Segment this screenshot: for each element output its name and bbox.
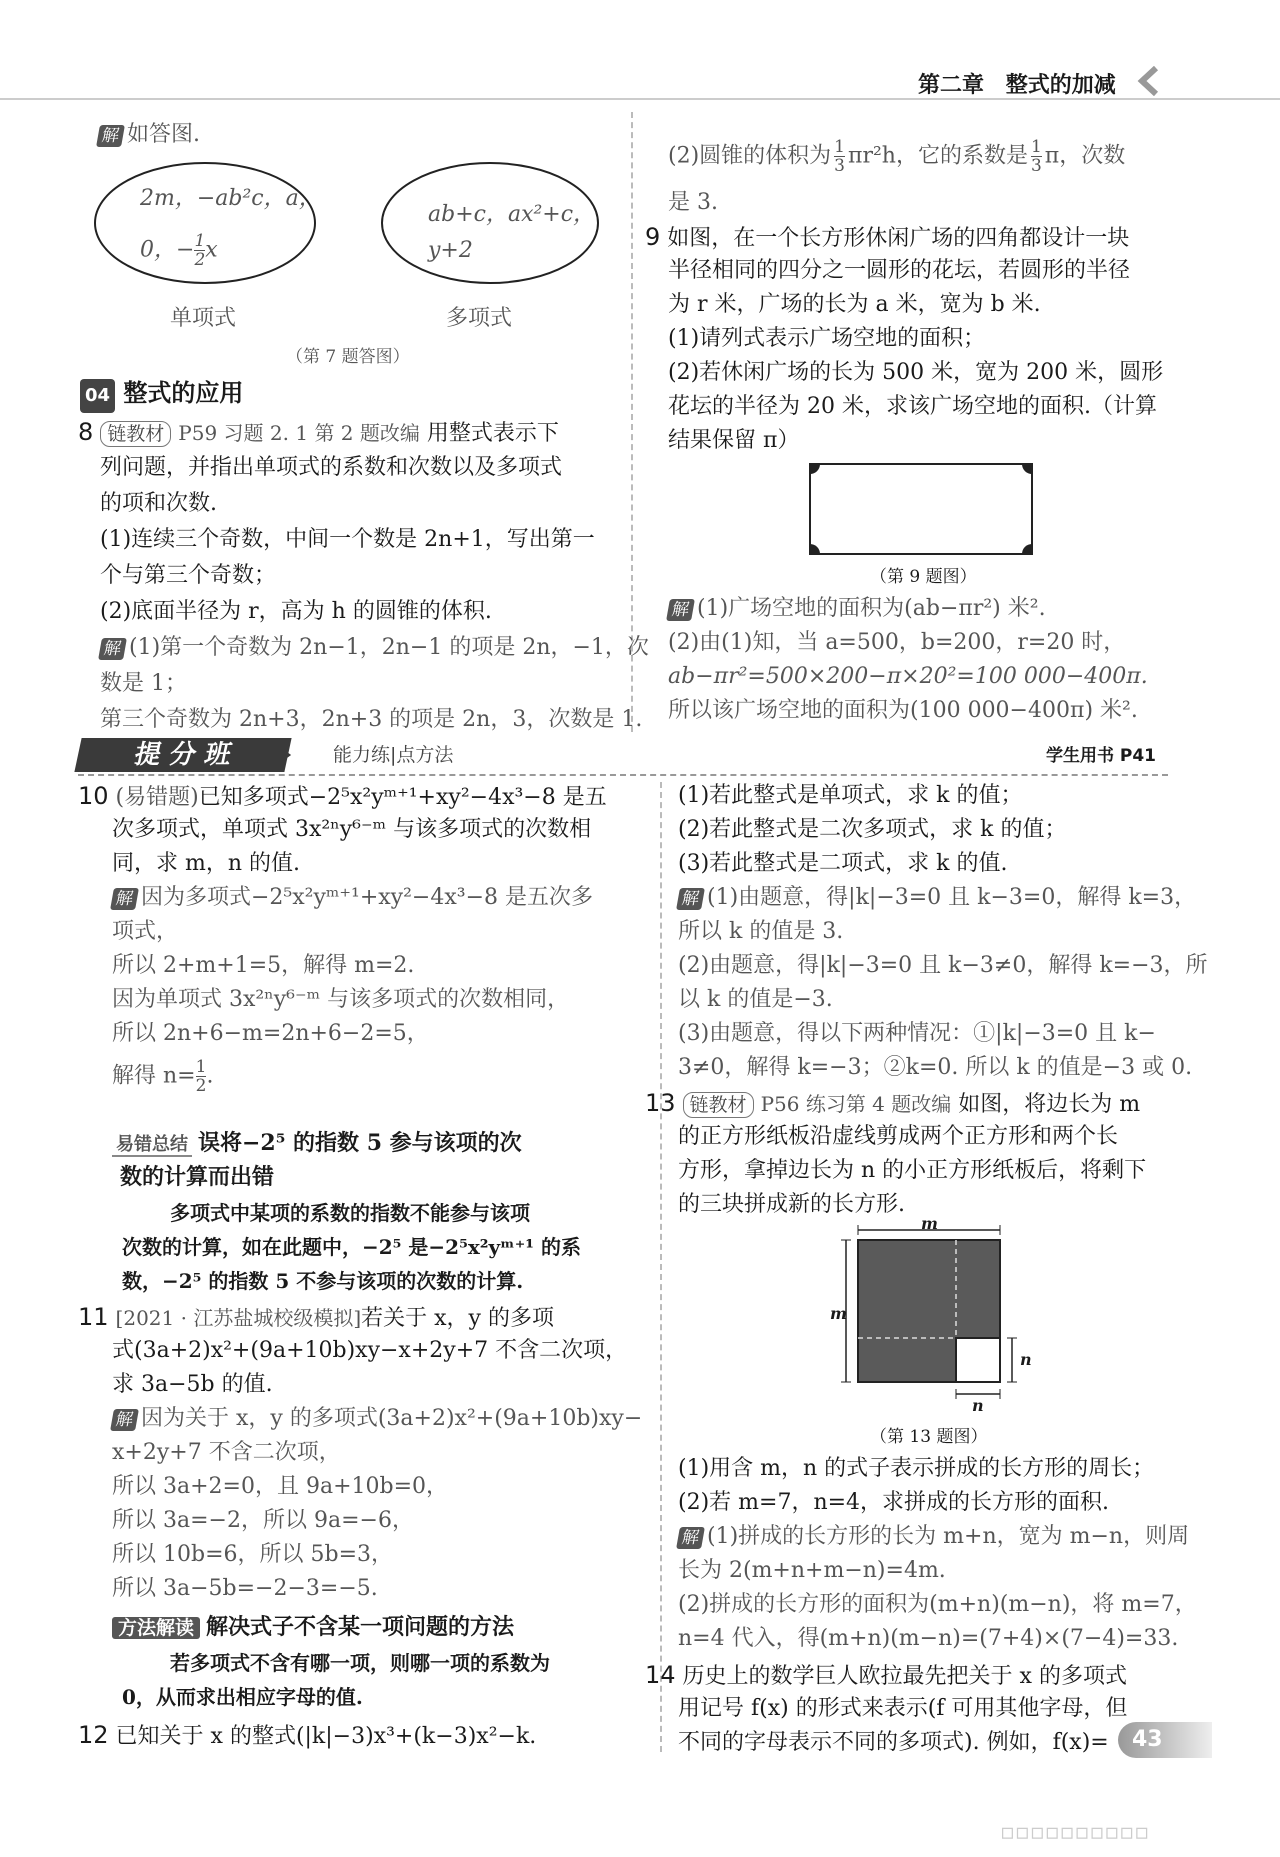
method-label: 方法解读 — [112, 1617, 200, 1639]
q11-sol-line5: 所以 3a−5b=−2−3=−5. — [112, 1576, 378, 1601]
q12-sol-line0: 解 (1)由题意，得|k|−3=0 且 k−3=0，解得 k=3， — [678, 881, 1196, 915]
monomial-list-line1: 2m，−ab²c，a， — [140, 186, 321, 211]
q14-line1: 用记号 f(x) 的形式来表示(f 可用其他字母，但 — [678, 1696, 1128, 1721]
q11-line0: 11 [2021 · 江苏盐城校级模拟]若关于 x，y 的多项 — [78, 1303, 554, 1331]
q13-line3: 的三块拼成新的长方形. — [678, 1192, 905, 1217]
error-summary-body0: 多项式中某项的系数的指数不能参与该项 — [170, 1201, 530, 1225]
q8-sol-line1: 数是 1； — [100, 671, 187, 696]
section-title: 整式的应用 — [123, 379, 244, 407]
q13-label-m-left: m — [830, 1304, 847, 1323]
q13-q2: (2)若 m=7，n=4，求拼成的长方形的面积. — [678, 1490, 1110, 1515]
q13-sol-line1: 长为 2(m+n+m−n)=4m. — [678, 1558, 946, 1583]
textbook-tag: 链教材 — [100, 421, 171, 447]
q9-caption: （第 9 题图） — [870, 567, 977, 587]
q10-line0: 10 (易错题)已知多项式−2⁵x²yᵐ⁺¹+xy²−4x³−8 是五 — [78, 782, 607, 810]
chapter-header — [918, 68, 1116, 99]
q13-line1: 的正方形纸板沿虚线剪成两个正方形和两个长 — [678, 1124, 1119, 1149]
header-rule — [0, 98, 1280, 100]
monomial-ellipse — [92, 160, 322, 290]
q9-line6: 结果保留 π） — [668, 428, 800, 453]
method-body0: 若多项式不含有哪一项，则哪一项的系数为 — [170, 1651, 550, 1675]
q12-sol-line4: (3)由题意，得以下两种情况：①|k|−3=0 且 k− — [678, 1021, 1156, 1046]
chapter-title: 整式的加减 — [1005, 73, 1116, 98]
q11-line1: 式(3a+2)x²+(9a+10b)xy−x+2y+7 不含二次项， — [112, 1338, 628, 1363]
q10-sol-line4: 所以 2n+6−m=2n+6−2=5， — [112, 1021, 429, 1046]
polynomial-list-line1: ab+c，ax²+c， — [428, 202, 596, 227]
q11-sol-line0: 解 因为关于 x，y 的多项式(3a+2)x²+(9a+10b)xy− — [112, 1402, 642, 1436]
q13-line2: 方形，拿掉边长为 n 的小正方形纸板后，将剩下 — [678, 1158, 1147, 1183]
error-summary-label: 易错总结 — [112, 1134, 192, 1157]
q13-q1: (1)用含 m，n 的式子表示拼成的长方形的周长； — [678, 1456, 1155, 1481]
q10-sol-line1: 项式， — [112, 919, 179, 944]
section-banner — [78, 738, 1168, 776]
q8-line5: (2)底面半径为 r，高为 h 的圆锥的体积. — [100, 599, 492, 624]
q7-solution-head: 解 如答图. — [98, 118, 200, 152]
q7-caption: （第 7 题答图） — [286, 347, 410, 367]
polynomial-label: 多项式 — [446, 306, 513, 331]
chevron-left-icon — [1136, 66, 1162, 92]
error-summary-body2: 数，−2⁵ 的指数 5 不参与该项的次数的计算. — [122, 1269, 524, 1293]
banner-title: 提 分 班 — [74, 738, 291, 772]
q12-sol-line5: 3≠0，解得 k=−3；②k=0. 所以 k 的值是−3 或 0. — [678, 1055, 1193, 1080]
q12-line1: (1)若此整式是单项式，求 k 的值； — [678, 783, 1023, 808]
banner-subtitle: 能力练|点方法 — [333, 744, 454, 766]
solve-badge: 解 — [96, 125, 125, 147]
q13-sol-line0: 解 (1)拼成的长方形的长为 m+n，宽为 m−n，则周 — [678, 1520, 1189, 1554]
column-divider-bottom — [660, 782, 662, 1752]
q9-line5: 花坛的半径为 20 米，求该广场空地的面积.（计算 — [668, 394, 1157, 419]
q10-line1: 次多项式，单项式 3x²ⁿy⁶⁻ᵐ 与该多项式的次数相 — [112, 817, 592, 842]
q8-sol-line0: 解 (1)第一个奇数为 2n−1，2n−1 的项是 2n，−1，次 — [100, 631, 649, 665]
page-number: 43 — [1118, 1722, 1212, 1758]
q9-line4: (2)若休闲广场的长为 500 米，宽为 200 米，圆形 — [668, 360, 1164, 385]
q11-sol-line3: 所以 3a=−2，所以 9a=−6， — [112, 1508, 414, 1533]
chapter-label: 第二章 — [918, 73, 985, 98]
q11-sol-line2: 所以 3a+2=0，且 9a+10b=0， — [112, 1474, 449, 1499]
q13-caption: （第 13 题图） — [870, 1427, 988, 1447]
q14-line0: 14 历史上的数学巨人欧拉最先把关于 x 的多项式 — [645, 1661, 1127, 1689]
q8-sol-part2-line2: 是 3. — [668, 190, 718, 215]
q9-line3: (1)请列式表示广场空地的面积； — [668, 326, 986, 351]
monomial-label: 单项式 — [170, 306, 237, 331]
method-body1: 0，从而求出相应字母的值. — [122, 1685, 363, 1709]
q11-sol-line4: 所以 10b=6，所以 5b=3， — [112, 1542, 394, 1567]
q8-line4: 个与第三个奇数； — [100, 563, 277, 588]
q9-sol-line2: ab−πr²=500×200−π×20²=100 000−400π. — [668, 664, 1148, 689]
q9-sol-line1: (2)由(1)知，当 a=500，b=200，r=20 时， — [668, 630, 1126, 655]
q13-sol-line2: (2)拼成的长方形的面积为(m+n)(m−n)，将 m=7， — [678, 1592, 1197, 1617]
q9-sol-line0: 解 (1)广场空地的面积为(ab−πr²) 米². — [668, 592, 1046, 626]
q10-sol-line5: 解得 n= $\frac{1}{2}$ . — [112, 1057, 214, 1096]
q8-line0: 8 链教材 P59 习题 2. 1 第 2 题改编 用整式表示下 — [78, 418, 559, 446]
q13-sol-line3: n=4 代入，得(m+n)(m−n)=(7+4)×(7−4)=33. — [678, 1626, 1179, 1651]
q11-line2: 求 3a−5b 的值. — [112, 1372, 273, 1397]
q12-sol-line1: 所以 k 的值是 3. — [678, 919, 844, 944]
chevron-right-icon — [262, 740, 296, 774]
q10-sol-line2: 所以 2+m+1=5，解得 m=2. — [112, 953, 415, 978]
q9-sol-line3: 所以该广场空地的面积为(100 000−400π) 米². — [668, 698, 1138, 723]
q11-sol-line1: x+2y+7 不含二次项， — [112, 1440, 341, 1465]
monomial-list-line2: 0，− $\frac{1}{2}$ x — [140, 231, 218, 270]
q13-label-m-top: m — [921, 1214, 938, 1233]
q8-sol-line2: 第三个奇数为 2n+3，2n+3 的项是 2n，3，次数是 1. — [100, 707, 643, 732]
q8-line1: 列问题，并指出单项式的系数和次数以及多项式 — [100, 455, 563, 480]
q12-line3: (3)若此整式是二项式，求 k 的值. — [678, 851, 1008, 876]
q12-sol-line2: (2)由题意，得|k|−3=0 且 k−3≠0，解得 k=−3，所 — [678, 953, 1208, 978]
q12-line2: (2)若此整式是二次多项式，求 k 的值； — [678, 817, 1067, 842]
q10-line2: 同，求 m，n 的值. — [112, 851, 301, 876]
q13-label-n-bottom: n — [972, 1396, 984, 1415]
q8-sol-part2-line1: (2)圆锥的体积为 $\frac{1}{3}$ πr²h，它的系数是 $\frac{1}{3}$ π，次数 — [668, 137, 1126, 176]
section-04-heading — [80, 376, 243, 413]
q10-sol-line0: 解 因为多项式−2⁵x²yᵐ⁺¹+xy²−4x³−8 是五次多 — [112, 881, 593, 915]
q13-square-figure — [830, 1218, 1040, 1418]
q12-line0: 12 已知关于 x 的整式(|k|−3)x³+(k−3)x²−k. — [78, 1721, 537, 1749]
scan-dots: ▫▫▫▫▫▫▫▫▫▫ — [1000, 1820, 1150, 1845]
q8-line2: 的项和次数. — [100, 491, 217, 516]
q13-line0: 13 链教材 P56 练习第 4 题改编 如图，将边长为 m — [645, 1089, 1141, 1117]
section-number: 04 — [80, 379, 115, 413]
q12-sol-line3: 以 k 的值是−3. — [678, 987, 833, 1012]
polynomial-list-line2: y+2 — [428, 238, 473, 263]
q9-plaza-figure — [808, 462, 1034, 556]
error-summary-title2: 数的计算而出错 — [120, 1164, 275, 1190]
q9-line0: 9 如图，在一个长方形休闲广场的四角都设计一块 — [645, 223, 1130, 251]
q9-line1: 半径相同的四分之一圆形的花坛，若圆形的半径 — [668, 258, 1131, 283]
error-summary-title1: 易错总结 误将−2⁵ 的指数 5 参与该项的次 — [112, 1126, 522, 1162]
q13-label-n-right: n — [1020, 1350, 1032, 1369]
method-title: 方法解读 解决式子不含某一项问题的方法 — [112, 1610, 514, 1645]
q9-line2: 为 r 米，广场的长为 a 米，宽为 b 米. — [668, 292, 1041, 317]
q14-line2: 不同的字母表示不同的多项式). 例如，f(x)= — [678, 1730, 1109, 1755]
error-summary-body1: 次数的计算，如在此题中，−2⁵ 是−2⁵x²yᵐ⁺¹ 的系 — [122, 1235, 581, 1259]
q8-line3: (1)连续三个奇数，中间一个数是 2n+1，写出第一 — [100, 527, 595, 552]
q10-sol-line3: 因为单项式 3x²ⁿy⁶⁻ᵐ 与该多项式的次数相同， — [112, 987, 570, 1012]
book-reference: 学生用书 P41 — [1045, 746, 1156, 766]
